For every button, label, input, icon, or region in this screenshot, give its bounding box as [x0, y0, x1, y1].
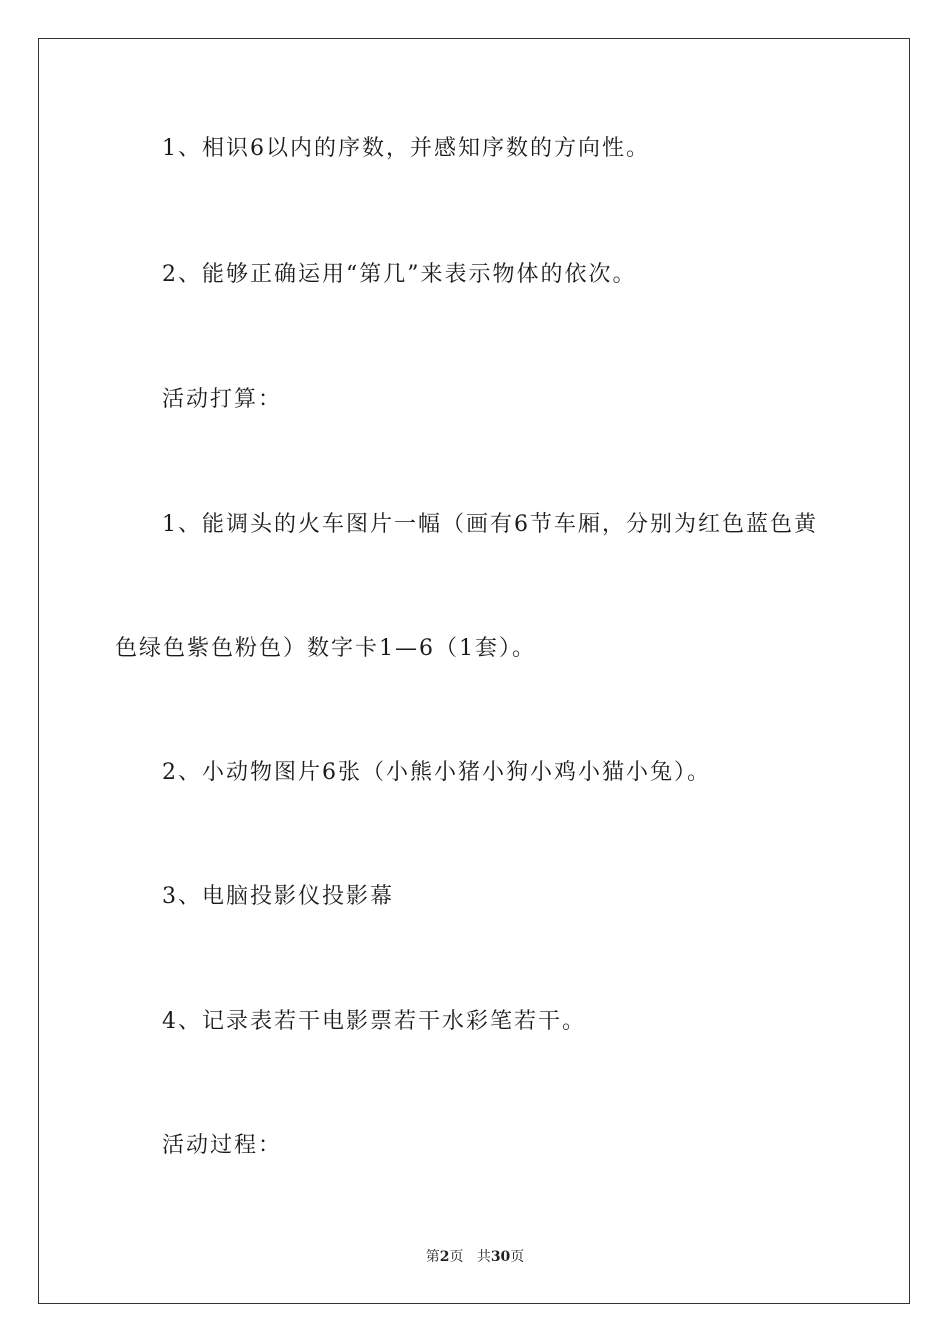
objective-2: 2、能够正确运用“第几”来表示物体的依次。: [162, 262, 637, 287]
objective-1: 1、相识6以内的序数，并感知序数的方向性。: [162, 136, 650, 161]
total-suffix: 页: [510, 1249, 525, 1265]
preparation-3: 3、电脑投影仪投影幕: [162, 884, 394, 909]
page-border: [38, 38, 910, 1304]
page-number: 2: [439, 1249, 450, 1265]
total-prefix: 共: [476, 1249, 491, 1265]
preparation-1-line-2: 色绿色紫色粉色）数字卡1—6（1套）。: [115, 636, 536, 661]
preparation-2: 2、小动物图片6张（小熊小猪小狗小鸡小猫小兔）。: [162, 760, 711, 785]
page-suffix: 页: [449, 1249, 464, 1265]
page-footer: [0, 1248, 950, 1266]
preparation-4: 4、记录表若干电影票若干水彩笔若干。: [162, 1009, 586, 1034]
section-heading-process: 活动过程：: [162, 1133, 283, 1158]
total-pages: 30: [490, 1249, 511, 1265]
section-heading-preparation: 活动打算：: [162, 387, 283, 412]
page-prefix: 第: [425, 1249, 440, 1265]
preparation-1-line-1: 1、能调头的火车图片一幅（画有6节车厢，分别为红色蓝色黄: [162, 512, 818, 537]
